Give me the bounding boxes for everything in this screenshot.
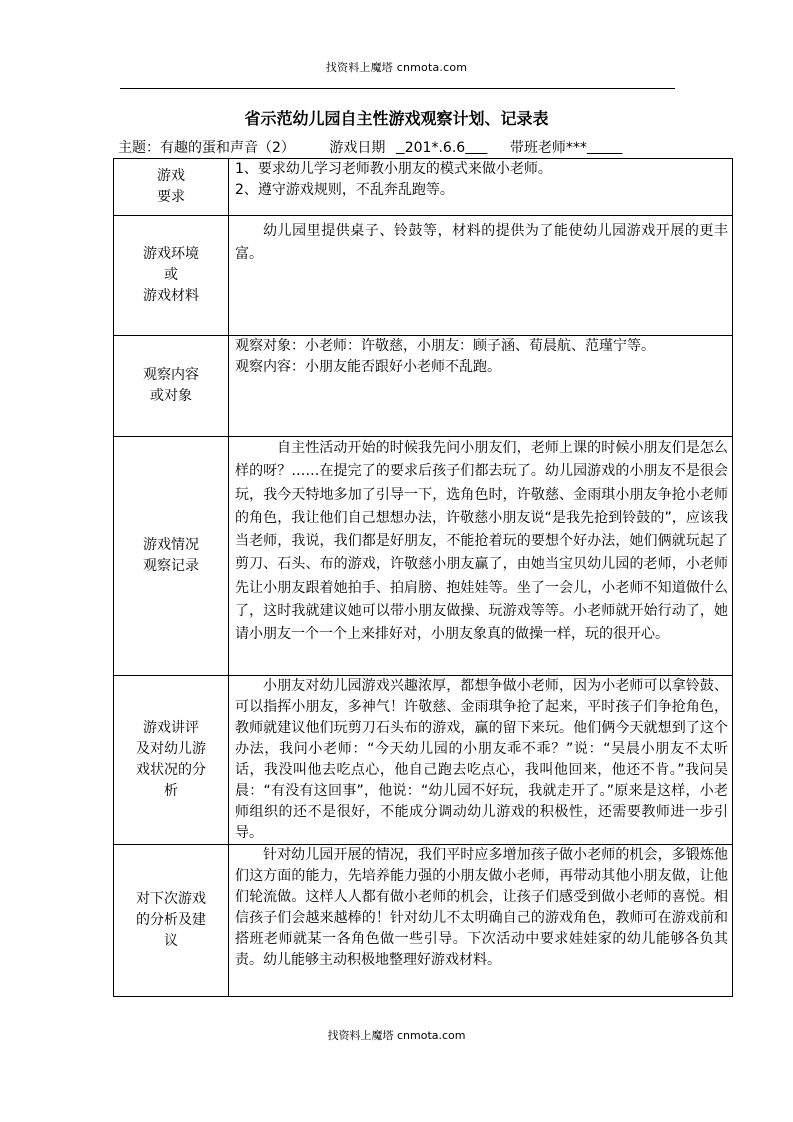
teacher-text: *** (565, 140, 587, 156)
content-line: 观察对象：小老师：许敬慈，小朋友：顾子涵、荀晨航、范瑾宁等。 (235, 338, 655, 354)
row-label-line: 戏状况的分 (136, 762, 206, 778)
row-label (114, 336, 229, 437)
row-content (229, 336, 733, 437)
row-label (114, 437, 229, 676)
content-line: 1、要求幼儿学习老师教小朋友的模式来做小老师。 (235, 161, 552, 177)
row-content (229, 216, 733, 336)
date-value (396, 140, 488, 156)
row-label-line: 的分析及建 (136, 912, 206, 928)
row-label-line: 游戏讲评 (143, 720, 199, 736)
row-content (229, 676, 733, 845)
header-divider (120, 88, 675, 89)
row-label-line: 观察记录 (143, 558, 199, 574)
meta-line (118, 137, 738, 157)
theme-label: 主题： (118, 140, 160, 156)
teacher-label: 带班老师 (509, 140, 566, 156)
row-label-line: 游戏 (157, 168, 185, 184)
table-row (114, 437, 733, 676)
row-label (114, 159, 229, 216)
theme-value: 有趣的蛋和声音（2） (160, 140, 295, 156)
content-line: 2、遵守游戏规则，不乱奔乱跑等。 (235, 182, 454, 198)
table-row (114, 336, 733, 437)
date-text: 201*.6.6 (404, 140, 466, 156)
row-label-line: 议 (164, 933, 178, 949)
row-label-line: 要求 (157, 189, 185, 205)
row-label (114, 676, 229, 845)
date-label: 游戏日期 (329, 140, 386, 156)
content-paragraph: 幼儿园里提供桌子、铃鼓等，材料的提供为了能使幼儿园游戏开展的更丰富。 (235, 223, 728, 262)
row-label (114, 216, 229, 336)
row-label-line: 或 (164, 267, 178, 283)
row-label-line: 游戏情况 (143, 537, 199, 553)
content-line: 观察内容：小朋友能否跟好小老师不乱跑。 (235, 359, 501, 375)
page-footer-site: 找资料上魔塔 cnmota.com (327, 1029, 466, 1042)
table-row (114, 216, 733, 336)
row-label-line: 游戏材料 (143, 288, 199, 304)
row-label-line: 观察内容 (143, 367, 199, 383)
teacher-value (566, 140, 623, 156)
row-label-line: 析 (164, 783, 178, 799)
table-row (114, 845, 733, 997)
row-label-line: 对下次游戏 (136, 891, 206, 907)
row-label-line: 及对幼儿游 (136, 741, 206, 757)
row-label (114, 845, 229, 997)
content-paragraph: 自主性活动开始的时候我先问小朋友们，老师上课的时候小朋友们是怎么样的呀？……在提完了的要求后孩子们都去玩了。幼儿园游戏的小朋友不是很会玩，我今天特地多加了引导一下，选角色时，许敬慈、金雨琪小朋友争抢小老师的角色，我让他们自己想想办法，许敬慈小朋友说“是我先抢到铃鼓的”，应该我当老师，我说，我们都是好朋友，不能抢着玩的要想个好办法，她们俩就玩起了剪刀、石头、布的游戏，许敬慈小朋友赢了，由她当宝贝幼儿园的老师，小老师先让小朋友跟着她拍手、拍肩膀、抱娃娃等。坐了一会儿，小老师不知道做什么了，这时我就建议她可以带小朋友做操、玩游戏等等。小老师就开始行动了，她请小朋友一个一个上来排好对，小朋友象真的做操一样，玩的很开心。 (235, 440, 728, 643)
row-content (229, 437, 733, 676)
row-content (229, 845, 733, 997)
content-paragraph: 针对幼儿园开展的情况，我们平时应多增加孩子做小老师的机会，多锻炼他们这方面的能力，先培养能力强的小朋友做小老师，再带动其他小朋友做，让他们轮流做。这样人人都有做小老师的机会，让孩子们感受到做小老师的喜悦。相信孩子们会越来越棒的！针对幼儿不太明确自己的游戏角色，教师可在游戏前和搭班老师就某一各角色做一些引导。下次活动中要求娃娃家的幼儿能够各负其责。幼儿能够主动积极地整理好游戏材料。 (235, 847, 728, 968)
table-row (114, 159, 733, 216)
observation-table (113, 158, 733, 997)
document-title: 省示范幼儿园自主性游戏观察计划、记录表 (244, 109, 549, 128)
page-header-site: 找资料上魔塔 cnmota.com (325, 61, 468, 74)
row-label-line: 游戏环境 (143, 246, 199, 262)
row-content (229, 159, 733, 216)
table-row (114, 676, 733, 845)
row-label-line: 或对象 (150, 388, 192, 404)
content-paragraph: 小朋友对幼儿园游戏兴趣浓厚，都想争做小老师，因为小老师可以拿铃鼓、可以指挥小朋友，多神气！许敬慈、金雨琪争抢了起来，平时孩子们争抢角色，教师就建议他们玩剪刀石头布的游戏，赢的留下来玩。他们俩今天就想到了这个办法，我问小老师：“今天幼儿园的小朋友乖不乖？”说：“吴晨小朋友不太听话，我没叫他去吃点心，他自己跑去吃点心，我叫他回来，他还不肯。”我问吴晨：“有没有这回事”，他说：“幼儿园不好玩，我就走开了。”原来是这样，小老师组织的还不是很好，不能成分调动幼儿游戏的积极性，还需要教师进一步引导。 (235, 678, 728, 841)
